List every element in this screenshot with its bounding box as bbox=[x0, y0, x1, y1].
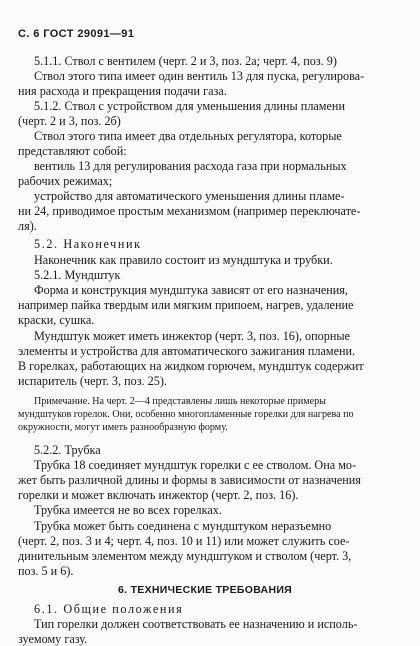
text-line: элементы и устройства для автоматического зажигания пламени. bbox=[18, 344, 356, 358]
text-line: 5.2.2. Трубка bbox=[34, 443, 101, 457]
text-line: краски, сушка. bbox=[18, 313, 95, 327]
text-line: представляют собой: bbox=[18, 144, 127, 158]
text-line: Ствол этого типа имеет один вентиль 13 для пуска, регулирова- bbox=[34, 69, 365, 83]
text-line: окружности, могут иметь разнообразную форму. bbox=[18, 422, 228, 433]
text-line: (черт. 2, поз. 3 и 4; черт. 4, поз. 10 и 11) или может служить сое- bbox=[18, 534, 350, 548]
text-line: 5.1.1. Ствол с вентилем (черт. 2 и 3, поз. 2а; черт. 4, поз. 9) bbox=[34, 54, 337, 68]
text-line: устройство для автоматического уменьшения длины пламе- bbox=[34, 189, 345, 203]
text-line: ния расхода и прекращения подачи газа. bbox=[18, 84, 227, 98]
text-line: Трубка может быть соединена с мундштуком неразъемно bbox=[34, 519, 332, 533]
text-line: рабочих режимах; bbox=[18, 174, 113, 188]
text-line: ни 24, приводимое простым механизмом (например переключате- bbox=[18, 204, 361, 218]
text-line: Наконечник как правило состоит из мундштука и трубки. bbox=[34, 253, 333, 267]
page-header: С. 6 ГОСТ 29091—91 bbox=[18, 28, 135, 40]
text-line: 6.1. Общие положения bbox=[34, 602, 184, 616]
text-line: 5.2. Наконечник bbox=[34, 237, 142, 251]
text-line: ля). bbox=[18, 219, 37, 233]
text-line: Трубка 18 соединяет мундштук горелки с ее стволом. Она мо- bbox=[34, 458, 357, 472]
text-line: поз. 5 и 6). bbox=[18, 564, 74, 578]
text-line: В горелках, работающих на жидком горючем, мундштук содержит bbox=[18, 359, 364, 373]
text-line: 5.1.2. Ствол с устройством для уменьшения длины пламени bbox=[34, 99, 345, 113]
text-line: жет быть различной длины и формы в зависимости от назначения bbox=[18, 473, 361, 487]
text-line: горелки и может включать инжектор (черт. 2, поз. 16). bbox=[18, 488, 299, 502]
text-line: Примечание. На черт. 2—4 представлены лишь некоторые примеры bbox=[34, 396, 326, 407]
text-line: 5.2.1. Мундштук bbox=[34, 268, 121, 282]
text-line: зуемому газу. bbox=[18, 632, 88, 646]
text-line: Трубка имеется не во всех горелках. bbox=[34, 503, 222, 517]
text-line: мундштуков горелок. Они, особенно многопламенные горелки для нагрева по bbox=[18, 409, 354, 420]
text-line: Ствол этого типа имеет два отдельных регулятора, которые bbox=[34, 129, 342, 143]
text-line: 6. ТЕХНИЧЕСКИЕ ТРЕБОВАНИЯ bbox=[118, 584, 293, 596]
text-line: Форма и конструкция мундштука зависят от его назначения, bbox=[34, 283, 348, 297]
text-line: вентиль 13 для регулирования расхода газа при нормальных bbox=[34, 159, 347, 173]
text-line: например пайка твердым или мягким припоем, нагрев, удаление bbox=[18, 298, 354, 312]
text-line: испаритель (черт. 3, поз. 25). bbox=[18, 374, 167, 388]
text-line: динительным элементом между мундштуком и стволом (черт. 3, bbox=[18, 549, 352, 563]
text-line: (черт. 2 и 3, поз. 2б) bbox=[18, 114, 121, 128]
text-line: Мундштук может иметь инжектор (черт. 3, поз. 16), опорные bbox=[34, 329, 350, 343]
text-line: Тип горелки должен соответствовать ее назначению и исполь- bbox=[34, 617, 358, 631]
